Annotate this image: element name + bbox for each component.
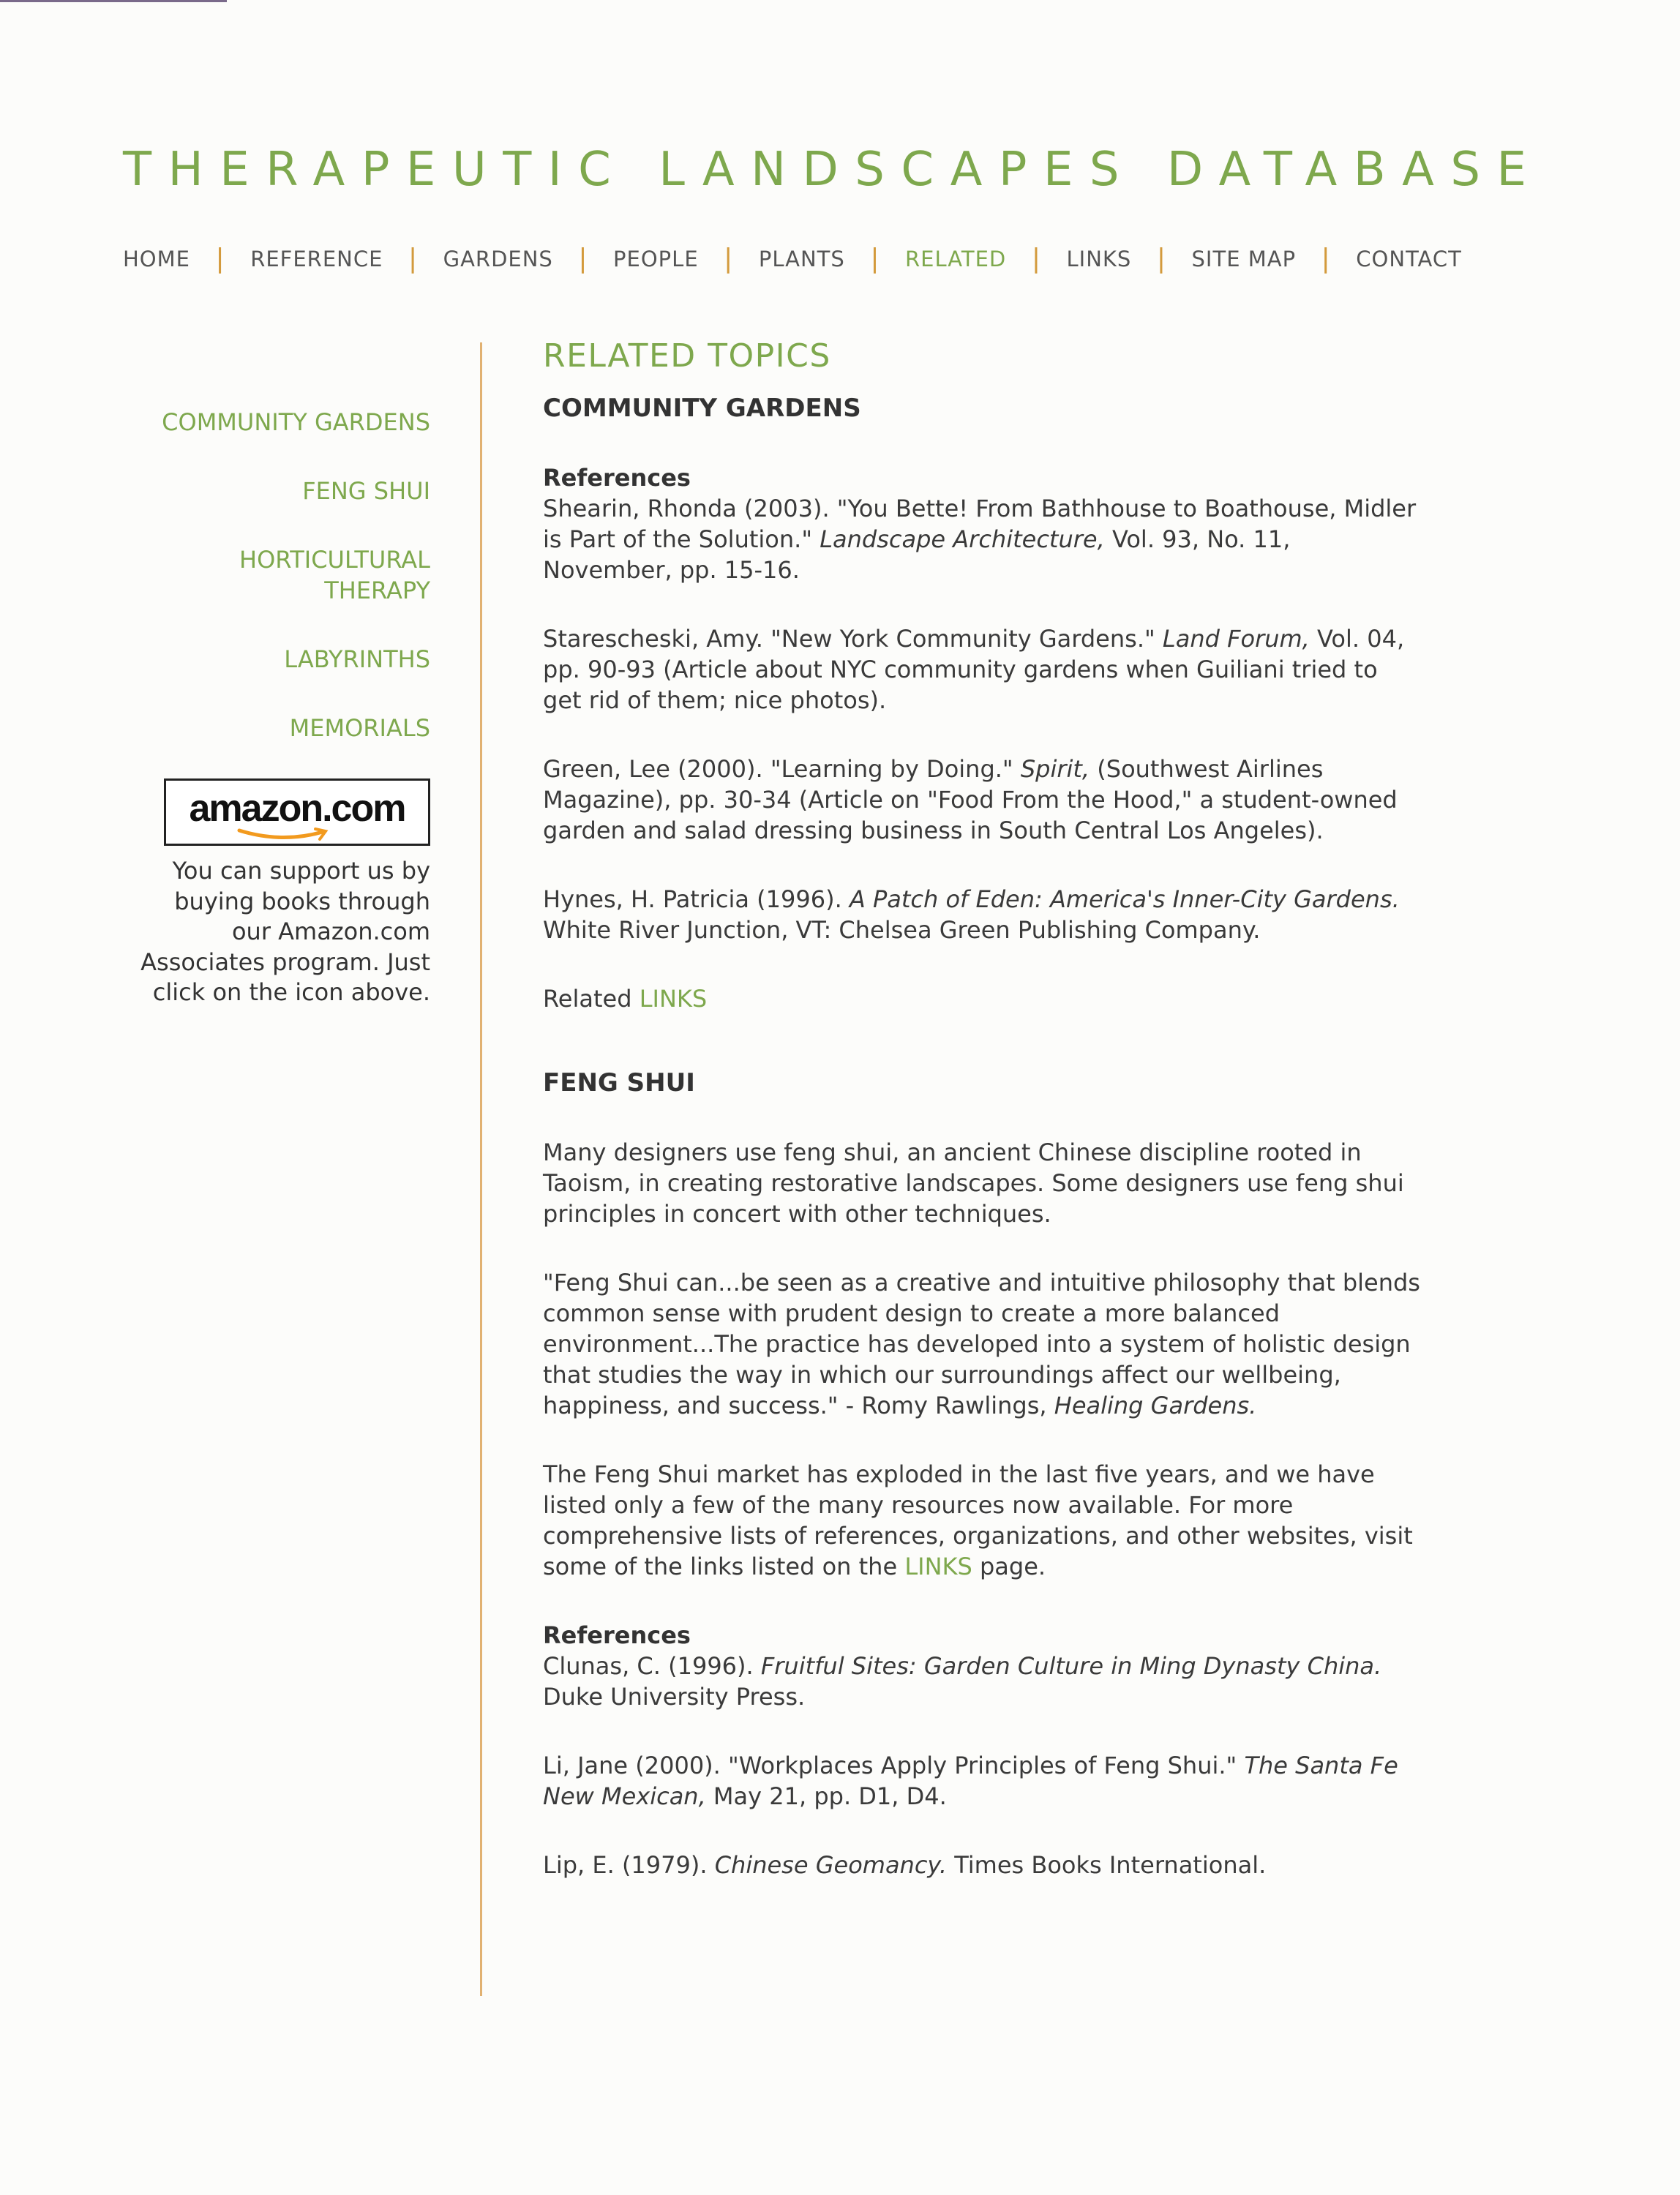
quote-text: "Feng Shui can...be seen as a creative and intuitive philosophy that blends common sense with prudent design to create a more balanced environment...The practice has developed into a system of holistic design that studies the way in which our surroundings affect our wellbeing, happiness, and success." - Romy Rawlings, xyxy=(543,1269,1420,1419)
reference-text: Lip, E. (1979). xyxy=(543,1851,715,1879)
reference-entry xyxy=(543,623,1421,716)
feng-shui-intro: Many designers use feng shui, an ancient Chinese discipline rooted in Taoism, in creating restorative landscapes. Some designers use feng shui principles in concert with other techniques. xyxy=(543,1138,1404,1228)
references-label: References xyxy=(543,464,691,492)
reference-entry xyxy=(543,1651,1421,1712)
nav-gardens[interactable]: GARDENS xyxy=(443,247,553,271)
reference-entry xyxy=(543,1750,1421,1812)
reference-entry xyxy=(543,754,1421,846)
quote-source: Healing Gardens. xyxy=(1054,1392,1257,1419)
reference-text: Vol. 93, No. 11, November, pp. 15-16. xyxy=(543,525,1291,584)
nav-people[interactable]: PEOPLE xyxy=(613,247,699,271)
reference-source: Fruitful Sites: Garden Culture in Ming Dynasty China. xyxy=(760,1652,1382,1680)
sidebar-link-memorials[interactable]: MEMORIALS xyxy=(289,714,430,742)
nav-separator: | xyxy=(215,244,225,274)
reference-entry xyxy=(543,1850,1421,1880)
references-label: References xyxy=(543,1621,691,1649)
reference-source: A Patch of Eden: America's Inner-City Gardens. xyxy=(849,885,1400,913)
nav-site-map[interactable]: SITE MAP xyxy=(1191,247,1297,271)
page-title: RELATED TOPICS xyxy=(543,337,831,375)
nav-plants[interactable]: PLANTS xyxy=(758,247,845,271)
amazon-associates-logo-button[interactable] xyxy=(164,778,430,846)
feng-shui-market-paragraph xyxy=(543,1459,1421,1582)
nav-separator: | xyxy=(578,244,588,274)
paragraph-text: page. xyxy=(972,1553,1046,1580)
nav-related[interactable]: RELATED xyxy=(905,247,1007,271)
nav-contact[interactable]: CONTACT xyxy=(1356,247,1462,271)
reference-text: Li, Jane (2000). "Workplaces Apply Principles of Feng Shui." xyxy=(543,1752,1245,1779)
section-title-community-gardens: COMMUNITY GARDENS xyxy=(543,394,861,423)
reference-source: Spirit, xyxy=(1020,755,1090,783)
community-references-block xyxy=(543,462,1421,585)
related-links-link[interactable]: LINKS xyxy=(639,985,708,1013)
sidebar-link-community-gardens[interactable]: COMMUNITY GARDENS xyxy=(162,408,430,436)
nav-separator: | xyxy=(870,244,880,274)
sidebar-link-horticultural-therapy[interactable]: HORTICULTURAL THERAPY xyxy=(239,546,430,604)
reference-entry xyxy=(543,493,1421,585)
reference-source: Chinese Geomancy. xyxy=(714,1851,948,1879)
feng-shui-quote xyxy=(543,1267,1421,1421)
top-edge-line xyxy=(0,0,227,2)
feng-shui-references-block xyxy=(543,1620,1421,1712)
reference-text: White River Junction, VT: Chelsea Green Publishing Company. xyxy=(543,916,1261,944)
nav-home[interactable]: HOME xyxy=(123,247,190,271)
reference-text: Green, Lee (2000). "Learning by Doing." xyxy=(543,755,1021,783)
nav-separator: | xyxy=(408,244,419,274)
reference-source: Landscape Architecture, xyxy=(820,525,1105,553)
section-title-feng-shui: FENG SHUI xyxy=(543,1068,695,1098)
nav-links[interactable]: LINKS xyxy=(1066,247,1132,271)
reference-text: (Southwest Airlines Magazine), pp. 30-34 (Article on "Food From the Hood," a student-owned garden and salad dressing business in South Central Los Angeles). xyxy=(543,755,1398,844)
reference-source: Land Forum, xyxy=(1162,625,1310,653)
reference-text: Hynes, H. Patricia (1996). xyxy=(543,885,850,913)
nav-separator: | xyxy=(1031,244,1041,274)
paragraph-text: The Feng Shui market has exploded in the last five years, and we have listed only a few of the many resources now available. For more comprehensive lists of references, organizations, and other websites, visit some of the links listed on the xyxy=(543,1460,1413,1580)
main-nav xyxy=(123,246,1462,272)
reference-text: May 21, pp. D1, D4. xyxy=(705,1782,947,1810)
nav-separator: | xyxy=(1321,244,1331,274)
reference-text: Duke University Press. xyxy=(543,1683,806,1711)
nav-separator: | xyxy=(724,244,734,274)
nav-reference[interactable]: REFERENCE xyxy=(250,247,383,271)
reference-text: Shearin, Rhonda (2003). "You Bette! From Bathhouse to Boathouse, Midler is Part of the Solution." xyxy=(543,495,1417,553)
site-title: THERAPEUTIC LANDSCAPES DATABASE xyxy=(123,143,1543,197)
related-links-line xyxy=(543,983,1421,1014)
vertical-divider xyxy=(480,342,482,1996)
reference-text: Vol. 04, pp. 90-93 (Article about NYC community gardens when Guiliani tried to get rid of them; nice photos). xyxy=(543,625,1405,714)
nav-separator: | xyxy=(1156,244,1166,274)
sidebar-link-feng-shui[interactable]: FENG SHUI xyxy=(302,477,430,505)
sidebar xyxy=(139,407,430,1008)
sidebar-link-labyrinths[interactable]: LABYRINTHS xyxy=(284,645,430,673)
reference-text: Clunas, C. (1996). xyxy=(543,1652,761,1680)
reference-entry xyxy=(543,884,1421,945)
amazon-support-text: You can support us by buying books through our Amazon.com Associates program. Just click on the icon above. xyxy=(140,857,430,1006)
reference-text: Starescheski, Amy. "New York Community Gardens." xyxy=(543,625,1163,653)
reference-text: Times Books International. xyxy=(947,1851,1267,1879)
amazon-smile-icon xyxy=(236,828,331,844)
amazon-logo-text: amazon.com xyxy=(189,787,405,830)
main-content xyxy=(543,337,1421,1880)
related-label: Related xyxy=(543,985,640,1013)
reference-source: The Santa Fe New Mexican, xyxy=(543,1752,1398,1810)
inline-links-link[interactable]: LINKS xyxy=(904,1553,972,1580)
